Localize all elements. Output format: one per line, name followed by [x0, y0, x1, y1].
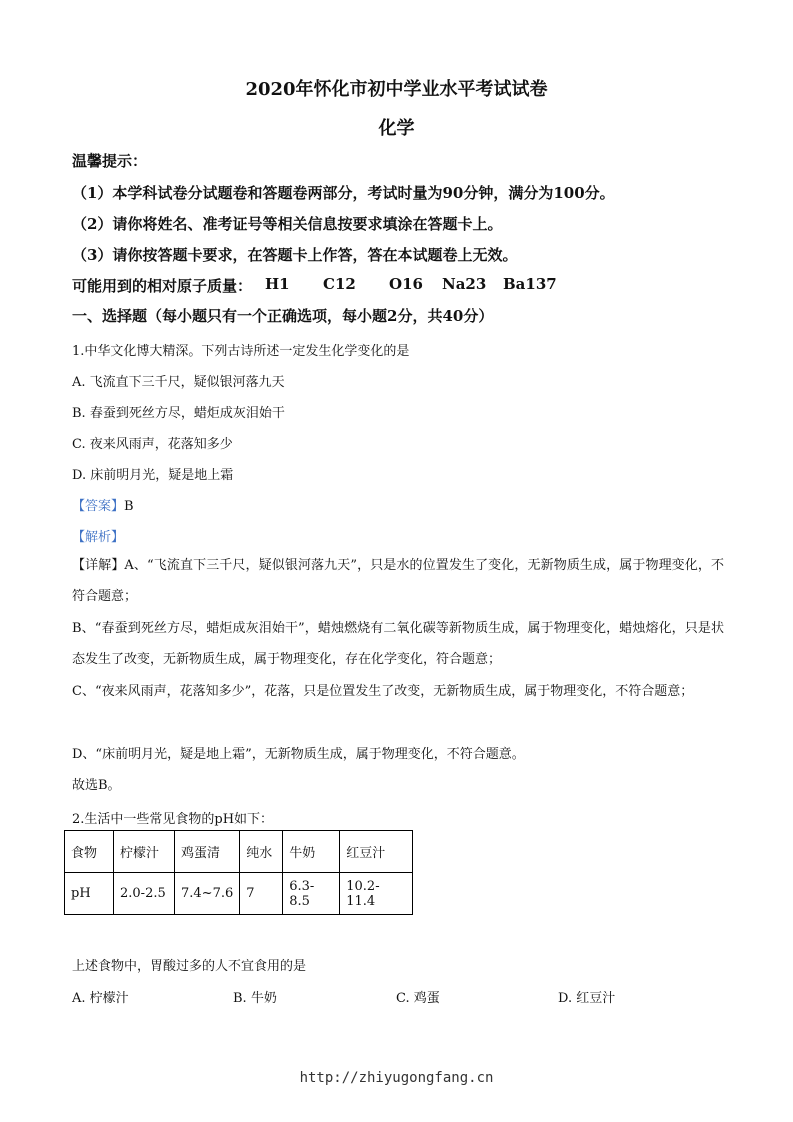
footer-url: http://zhiyugongfang.cn: [299, 1070, 494, 1086]
atomic-mass-value: Ba137: [503, 275, 557, 293]
answer-line: [72, 495, 134, 514]
table-cell: 鸡蛋清: [175, 831, 240, 873]
table-cell: 7.4~7.6: [175, 873, 240, 915]
atomic-mass-value: Na23: [442, 275, 487, 293]
table-cell: 6.3-8.5: [283, 873, 340, 915]
table-cell: 牛奶: [283, 831, 340, 873]
table-cell: 食物: [65, 831, 114, 873]
table-cell: 2.0-2.5: [114, 873, 175, 915]
analysis-tag: 【解析】: [72, 530, 125, 545]
tip-item: （2）请你将姓名、准考证号等相关信息按要求填涂在答题卡上。: [72, 215, 503, 233]
q1-option-c: C. 夜来风雨声，花落知多少: [72, 437, 233, 452]
q1-option-a: A. 飞流直下三千尺，疑似银河落九天: [72, 375, 285, 390]
q2-option-b: B. 牛奶: [233, 991, 277, 1006]
q1-option-d: D. 床前明月光，疑是地上霜: [72, 468, 234, 483]
atomic-mass-value: H1: [265, 275, 290, 293]
q1-option-b: B. 春蚕到死丝方尽，蜡炬成灰泪始干: [72, 406, 285, 421]
explanation-b: B、“春蚕到死丝方尽，蜡炬成灰泪始干”，蜡烛燃烧有二氧化碳等新物质生成，属于物理变化，蜡烛熔化，只是状态发生了改变，无新物质生成，属于物理变化，存在化学变化，符合题意；: [72, 621, 724, 667]
table-cell: 10.2-11.4: [340, 873, 413, 915]
answer-tag: 【答案】: [72, 499, 125, 514]
q2-option-a: A. 柠檬汁: [72, 991, 129, 1006]
explanation-c: C、“夜来风雨声，花落知多少”，花落，只是位置发生了改变，无新物质生成，属于物理变化，不符合题意；: [72, 684, 694, 699]
atomic-mass-value: C12: [323, 275, 356, 293]
table-cell: 红豆汁: [340, 831, 413, 873]
table-row: [65, 831, 413, 873]
table-cell: 7: [240, 873, 283, 915]
exam-title: 2020年怀化市初中学业水平考试试卷: [245, 79, 548, 100]
subject-title: 化学: [378, 118, 415, 139]
table-cell: 柠檬汁: [114, 831, 175, 873]
tip-item: （1）本学科试卷分试题卷和答题卷两部分，考试时量为90分钟，满分为100分。: [72, 184, 615, 202]
question-2-prompt: 上述食物中，胃酸过多的人不宜食用的是: [72, 959, 307, 974]
tips-heading: 温馨提示：: [72, 152, 148, 170]
tip-item: （3）请你按答题卡要求，在答题卡上作答，答在本试题卷上无效。: [72, 246, 518, 264]
explanation-d: D、“床前明月光，疑是地上霜”，无新物质生成，属于物理变化，不符合题意。: [72, 747, 525, 762]
question-2-stem: 2.生活中一些常见食物的pH如下：: [72, 812, 274, 827]
q2-option-d: D. 红豆汁: [558, 991, 616, 1006]
ph-table: [64, 830, 413, 915]
table-cell: 纯水: [240, 831, 283, 873]
answer-value: B: [124, 499, 134, 514]
atomic-mass-label: 可能用到的相对原子质量：: [72, 277, 253, 295]
question-1-stem: 1.中华文化博大精深。下列古诗所述一定发生化学变化的是: [72, 344, 410, 359]
explanation-a: 【详解】A、“飞流直下三千尺，疑似银河落九天”，只是水的位置发生了变化，无新物质生成，属于物理变化，不符合题意；: [72, 558, 724, 604]
table-cell: pH: [65, 873, 114, 915]
q2-option-c: C. 鸡蛋: [396, 991, 440, 1006]
explanation-conclusion: 故选B。: [72, 778, 121, 793]
table-row: [65, 873, 413, 915]
section-heading: 一、选择题（每小题只有一个正确选项，每小题2分，共40分）: [72, 307, 494, 325]
atomic-mass-value: O16: [389, 275, 423, 293]
